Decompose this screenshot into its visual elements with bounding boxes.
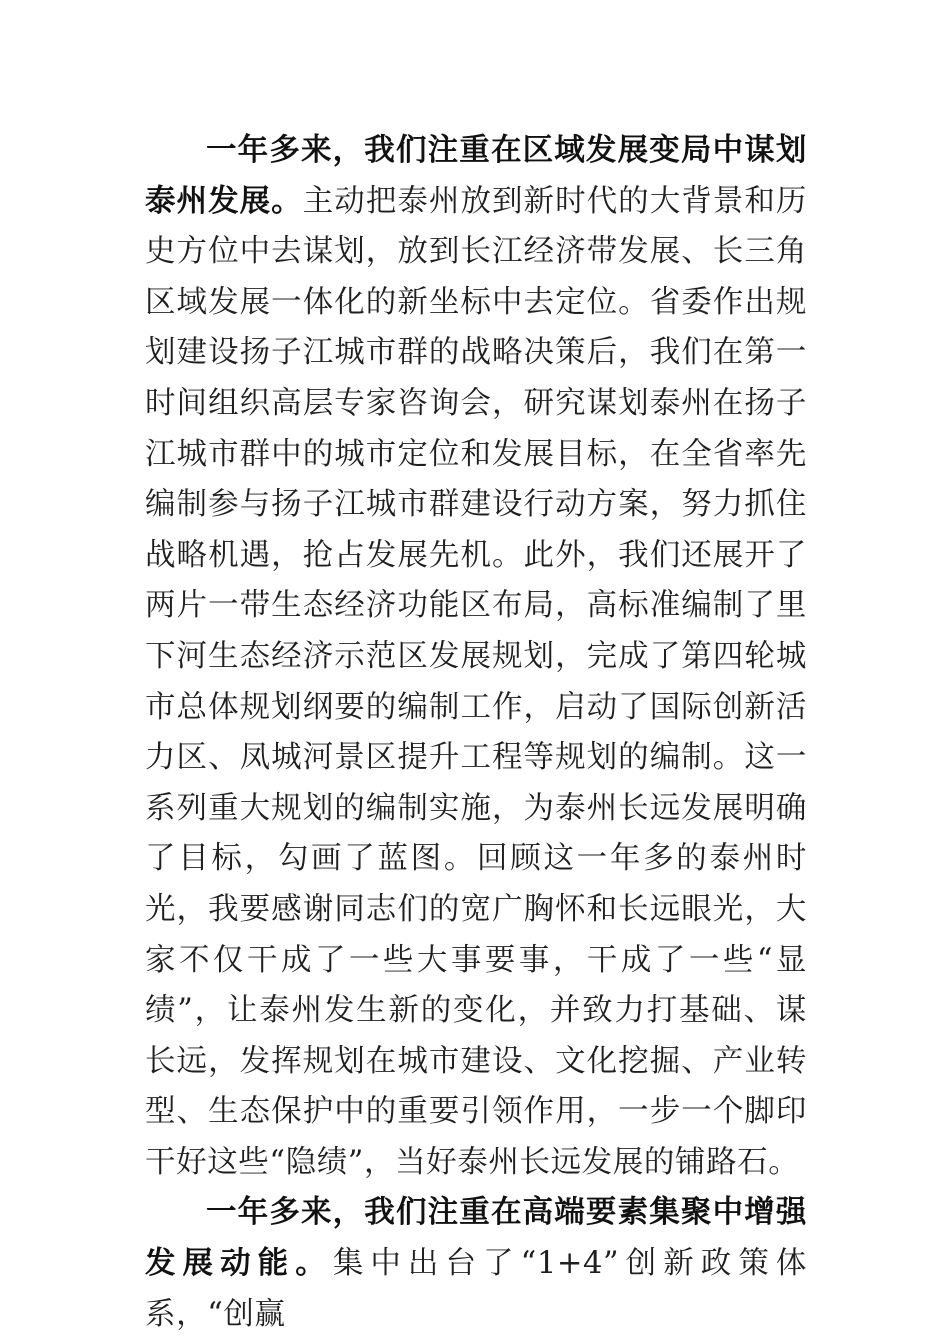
paragraph-1-lead: 一年多来，我们注重在区域发展变局中谋划泰州发展。 <box>145 133 807 219</box>
paragraph-1-body: 主动把泰州放到新时代的大背景和历史方位中去谋划，放到长江经济带发展、长三角区域发展一体化的新坐标中去定位。省委作出规划建设扬子江城市群的战略决策后，我们在第一时间组织高层专家咨询会，研究谋划泰州在扬子江城市群中的城市定位和发展目标，在全省率先编制参与扬子江城市群建设行动方案，努力抓住战略机遇，抢占发展先机。此外，我们还展开了两片一带生态经济功能区布局，高标准编制了里下河生态经济示范区发展规划，完成了第四轮城市总体规划纲要的编制工作，启动了国际创新活力区、凤城河景区提升工程等规划的编制。这一系列重大规划的编制实施，为泰州长远发展明确了目标，勾画了蓝图。回顾这一年多的泰州时光，我要感谢同志们的宽广胸怀和长远眼光，大家不仅干成了一些大事要事，干成了一些“显绩”，让泰州发生新的变化，并致力打基础、谋长远，发挥规划在城市建设、文化挖掘、产业转型、生态保护中的重要引领作用，一步一个脚印干好这些“隐绩”，当好泰州长远发展的铺路石。 <box>145 183 808 1180</box>
document-body <box>145 126 807 1340</box>
paragraph-1 <box>145 126 807 1188</box>
paragraph-2 <box>145 1188 807 1340</box>
paragraph-2-lead: 一年多来，我们注重在高端要素集聚中增强发展动能。 <box>145 1195 807 1282</box>
paragraph-2-body: 集中出台了“1+4”创新政策体系，“创赢 <box>145 1246 807 1332</box>
